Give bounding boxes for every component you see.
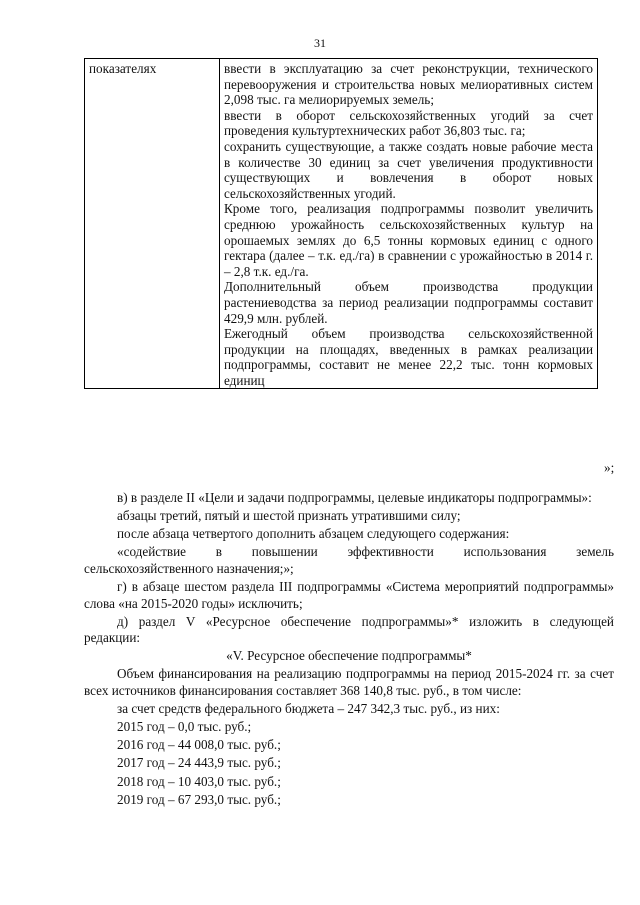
table-cell-label: показателях <box>85 59 220 389</box>
body-paragraph: в) в разделе II «Цели и задачи подпрограммы, целевые индикаторы подпрограммы»: <box>117 490 592 505</box>
table-cell-content <box>220 59 598 389</box>
federal-budget-line: за счет средств федерального бюджета – 247 342,3 тыс. руб., из них: <box>117 701 500 717</box>
year-line: 2018 год – 10 403,0 тыс. руб.; <box>117 773 281 789</box>
indicators-table <box>84 58 598 389</box>
body-paragraph: «содействие в повышении эффективности использования земель сельскохозяйственного назначения;»; <box>84 544 614 576</box>
table-paragraph: Дополнительный объем производства продукции растениеводства за период реализации подпрограммы составит 429,9 млн. рублей. <box>224 279 593 326</box>
page-number: 31 <box>314 36 326 50</box>
body-paragraph: г) в абзаце шестом раздела III подпрограммы «Система мероприятий подпрограммы» слова «на 2015-2020 годы» исключить; <box>84 578 614 611</box>
body-paragraph: абзацы третий, пятый и шестой признать утратившими силу; <box>117 508 461 524</box>
year-line: 2017 год – 24 443,9 тыс. руб.; <box>117 755 281 771</box>
body-paragraph: после абзаца четвертого дополнить абзацем следующего содержания: <box>117 526 510 542</box>
document-body <box>84 490 614 810</box>
section-heading: «V. Ресурсное обеспечение подпрограммы* <box>226 648 472 664</box>
table-paragraph: ввести в эксплуатацию за счет реконструкции, технического перевооружения и строительства новых мелиоративных систем 2,098 тыс. га мелиорируемых земель; <box>224 61 593 108</box>
quote-closing-mark: »; <box>604 460 615 475</box>
table-paragraph: Кроме того, реализация подпрограммы позволит увеличить среднюю урожайность сельскохозяйственных культур на орошаемых землях до 6,5 тонны кормовых единиц с одного гектара (далее – т.к. ед./га) в сравнении с урожайностью в 2014 г. – 2,8 т.к. ед./га. <box>224 201 593 279</box>
body-paragraph: д) раздел V «Ресурсное обеспечение подпрограммы»* изложить в следующей редакции: <box>84 613 614 646</box>
table-paragraph: Ежегодный объем производства сельскохозяйственной продукции на площадях, введенных в рамках реализации подпрограммы, составит не менее 22,2 тыс. тонн кормовых единиц <box>224 326 593 388</box>
year-line: 2015 год – 0,0 тыс. руб.; <box>117 719 252 735</box>
table-paragraph: ввести в оборот сельскохозяйственных угодий за счет проведения культуртехнических работ 36,803 тыс. га; <box>224 107 593 139</box>
table-row <box>85 59 598 389</box>
year-line: 2019 год – 67 293,0 тыс. руб.; <box>117 791 281 807</box>
table-paragraph: сохранить существующие, а также создать новые рабочие места в количестве 30 единиц за счет увеличения продуктивности существующих и вовлечения в оборот новых сельскохозяйственных угодий. <box>224 138 593 201</box>
year-line: 2016 год – 44 008,0 тыс. руб.; <box>117 737 281 753</box>
funding-paragraph: Объем финансирования на реализацию подпрограммы на период 2015-2024 гг. за счет всех источников финансирования составляет 368 140,8 тыс. руб., в том числе: <box>84 666 614 699</box>
